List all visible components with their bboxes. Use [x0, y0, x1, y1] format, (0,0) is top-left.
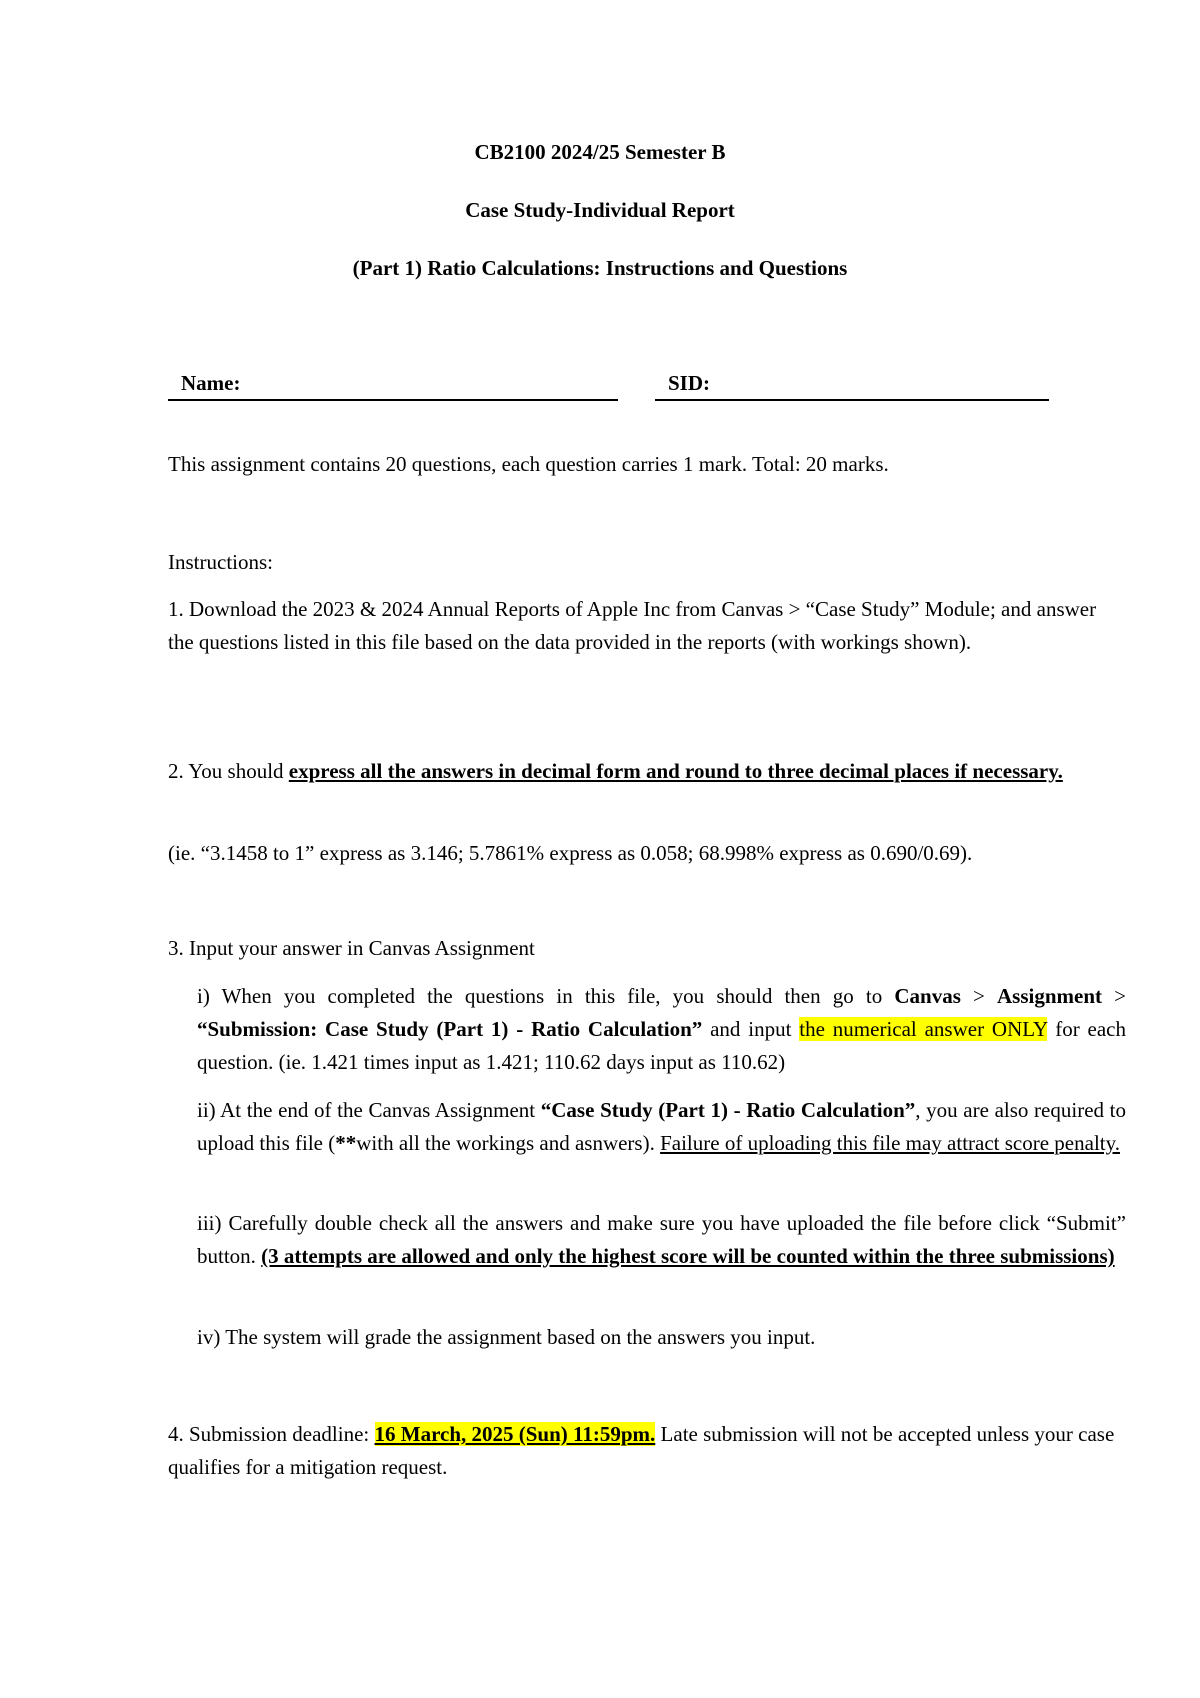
- sub-ii-asterisks: **: [335, 1131, 357, 1155]
- item2-example: (ie. “3.1458 to 1” express as 3.146; 5.7861% express as 0.058; 68.998% express as 0.690/0.69).: [168, 841, 973, 865]
- sid-field-line[interactable]: [655, 399, 1049, 401]
- sub-i-sep-2: >: [1102, 984, 1127, 1008]
- sub-ii-text-1: ii) At the end of the Canvas Assignment: [197, 1098, 541, 1122]
- item4-text-1: 4. Submission deadline:: [168, 1422, 375, 1446]
- item2-emphasis: express all the answers in decimal form and round to three decimal places if necessary.: [288, 759, 1063, 783]
- submission-deadline: 16 March, 2025 (Sun) 11:59pm.: [374, 1422, 656, 1446]
- sub-i-sep-1: >: [960, 984, 998, 1008]
- name-label: Name:: [181, 371, 241, 395]
- sub-ii-text-3: with all the workings and asnwers).: [356, 1131, 661, 1155]
- item4-text-2: Late submission will not be accepted unless your case qualifies for a mitigation request.: [168, 1422, 1115, 1479]
- sub-i-assignment: Assignment: [997, 984, 1103, 1008]
- instruction-item-3: 3. Input your answer in Canvas Assignment: [168, 936, 535, 960]
- sub-i-canvas: Canvas: [894, 984, 961, 1008]
- item3-sub-iv: iv) The system will grade the assignment based on the answers you input.: [197, 1325, 816, 1349]
- sub-ii-penalty-note: Failure of uploading this file may attract score penalty.: [660, 1131, 1121, 1155]
- sub-i-highlight: the numerical answer ONLY: [799, 1017, 1048, 1041]
- instruction-item-2: [168, 755, 1126, 788]
- sub-ii-text-2: , you are also required to upload this file (: [197, 1098, 1126, 1155]
- sub-iii-attempts-note: (3 attempts are allowed and only the highest score will be counted within the three submissions): [261, 1244, 1115, 1268]
- sub-i-text-1: i) When you completed the questions in this file, you should then go to: [197, 984, 895, 1008]
- course-title: CB2100 2024/25 Semester B: [474, 140, 726, 164]
- instruction-item-4: [168, 1418, 1126, 1484]
- sub-i-text-2: and input: [702, 1017, 800, 1041]
- item3-sub-iii: [197, 1207, 1126, 1273]
- instructions-heading: Instructions:: [168, 550, 273, 574]
- sub-ii-assignment-name: “Case Study (Part 1) - Ratio Calculation”: [540, 1098, 916, 1122]
- sid-label: SID:: [668, 371, 711, 395]
- sub-i-text-3: for each question. (ie. 1.421 times input as 1.421; 110.62 days input as 110.62): [197, 1017, 1126, 1074]
- intro-text: This assignment contains 20 questions, each question carries 1 mark. Total: 20 marks.: [168, 452, 889, 476]
- sub-iii-text: iii) Carefully double check all the answers and make sure you have uploaded the file before click “Submit” button.: [197, 1211, 1126, 1268]
- sub-i-submission-name: “Submission: Case Study (Part 1) - Ratio Calculation”: [197, 1017, 703, 1041]
- item3-sub-i: [197, 980, 1126, 1079]
- name-field-line[interactable]: [168, 399, 618, 401]
- item2-lead: 2. You should: [168, 759, 289, 783]
- item3-sub-ii: [197, 1094, 1126, 1160]
- instruction-item-1: 1. Download the 2023 & 2024 Annual Reports of Apple Inc from Canvas > “Case Study” Module; and answer the questions listed in this file based on the data provided in the reports (with workings shown).: [168, 597, 1097, 654]
- part-title: (Part 1) Ratio Calculations: Instructions and Questions: [352, 256, 848, 280]
- report-title: Case Study-Individual Report: [465, 198, 735, 222]
